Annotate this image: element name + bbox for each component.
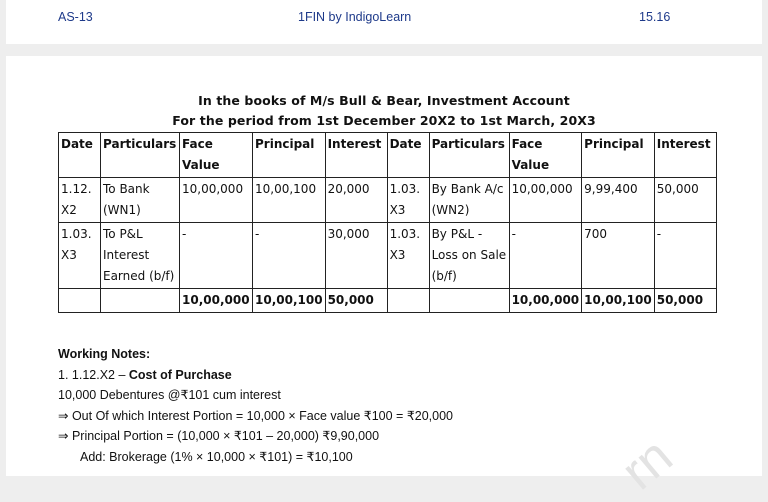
table-cell: 10,00,100 <box>253 178 326 223</box>
table-cell: 700 <box>582 223 655 289</box>
col-header: Face Value <box>509 133 582 178</box>
document-title: In the books of M/s Bull & Bear, Investment Account <box>198 93 570 108</box>
col-header: Principal <box>582 133 655 178</box>
table-cell: - <box>654 223 716 289</box>
table-cell: 10,00,000 <box>180 289 253 313</box>
table-cell: 50,000 <box>325 289 387 313</box>
table-cell: 1.03. X3 <box>387 178 429 223</box>
col-header: Interest <box>654 133 716 178</box>
note-line: 10,000 Debentures @₹101 cum interest <box>58 388 281 402</box>
working-notes-heading: Working Notes: <box>58 347 151 361</box>
col-header: Interest <box>325 133 387 178</box>
table-cell: 50,000 <box>654 178 716 223</box>
table-cell: 50,000 <box>654 289 716 313</box>
document-subtitle: For the period from 1st December 20X2 to 1st March, 20X3 <box>172 113 596 128</box>
table-cell: To P&L Interest Earned (b/f) <box>101 223 180 289</box>
note-line: ⇒ Principal Portion = (10,000 × ₹101 – 20,000) ₹9,90,000 <box>58 429 380 443</box>
note-title: Cost of Purchase <box>128 367 232 382</box>
col-header: Principal <box>253 133 326 178</box>
document-page <box>6 56 762 502</box>
note-line: ⇒ Out Of which Interest Portion = 10,000 × Face value ₹100 = ₹20,000 <box>58 408 454 423</box>
table-cell: 10,00,000 <box>509 289 582 313</box>
watermark: rn <box>610 427 684 502</box>
table-cell: - <box>180 223 253 289</box>
table-cell: 1.12. X2 <box>59 178 101 223</box>
table-cell <box>101 289 180 313</box>
table-cell: 1.03. X3 <box>59 223 101 289</box>
table-cell: 10,00,100 <box>582 289 655 313</box>
table-cell: 20,000 <box>325 178 387 223</box>
chapter-label: AS-13 <box>58 10 93 24</box>
table-cell <box>59 289 101 313</box>
col-header: Date <box>387 133 429 178</box>
col-header: Particulars <box>101 133 180 178</box>
table-row <box>59 223 717 289</box>
investment-account-table <box>58 132 717 313</box>
note-number: 1. 1.12.X2 – <box>58 367 129 382</box>
table-cell: 10,00,000 <box>180 178 253 223</box>
page-number: 15.16 <box>639 10 671 24</box>
table-cell <box>387 289 429 313</box>
table-cell: - <box>253 223 326 289</box>
working-note-item <box>58 365 738 386</box>
table-cell: 30,000 <box>325 223 387 289</box>
table-header-row <box>59 133 717 178</box>
table-total-row <box>59 289 717 313</box>
table-cell: 1.03. X3 <box>387 223 429 289</box>
publisher-label: 1FIN by IndigoLearn <box>298 10 412 24</box>
col-header: Date <box>59 133 101 178</box>
table-cell: To Bank (WN1) <box>101 178 180 223</box>
note-line: Add: Brokerage (1% × 10,000 × ₹101) = ₹10,100 <box>80 449 353 464</box>
table-cell: 10,00,000 <box>509 178 582 223</box>
col-header: Face Value <box>180 133 253 178</box>
table-row <box>59 178 717 223</box>
table-cell <box>429 289 509 313</box>
table-cell: By P&L - Loss on Sale (b/f) <box>429 223 509 289</box>
table-cell: 9,99,400 <box>582 178 655 223</box>
working-notes <box>58 344 738 467</box>
col-header: Particulars <box>429 133 509 178</box>
table-cell: 10,00,100 <box>253 289 326 313</box>
table-cell: - <box>509 223 582 289</box>
table-cell: By Bank A/c (WN2) <box>429 178 509 223</box>
page-header <box>6 0 762 44</box>
